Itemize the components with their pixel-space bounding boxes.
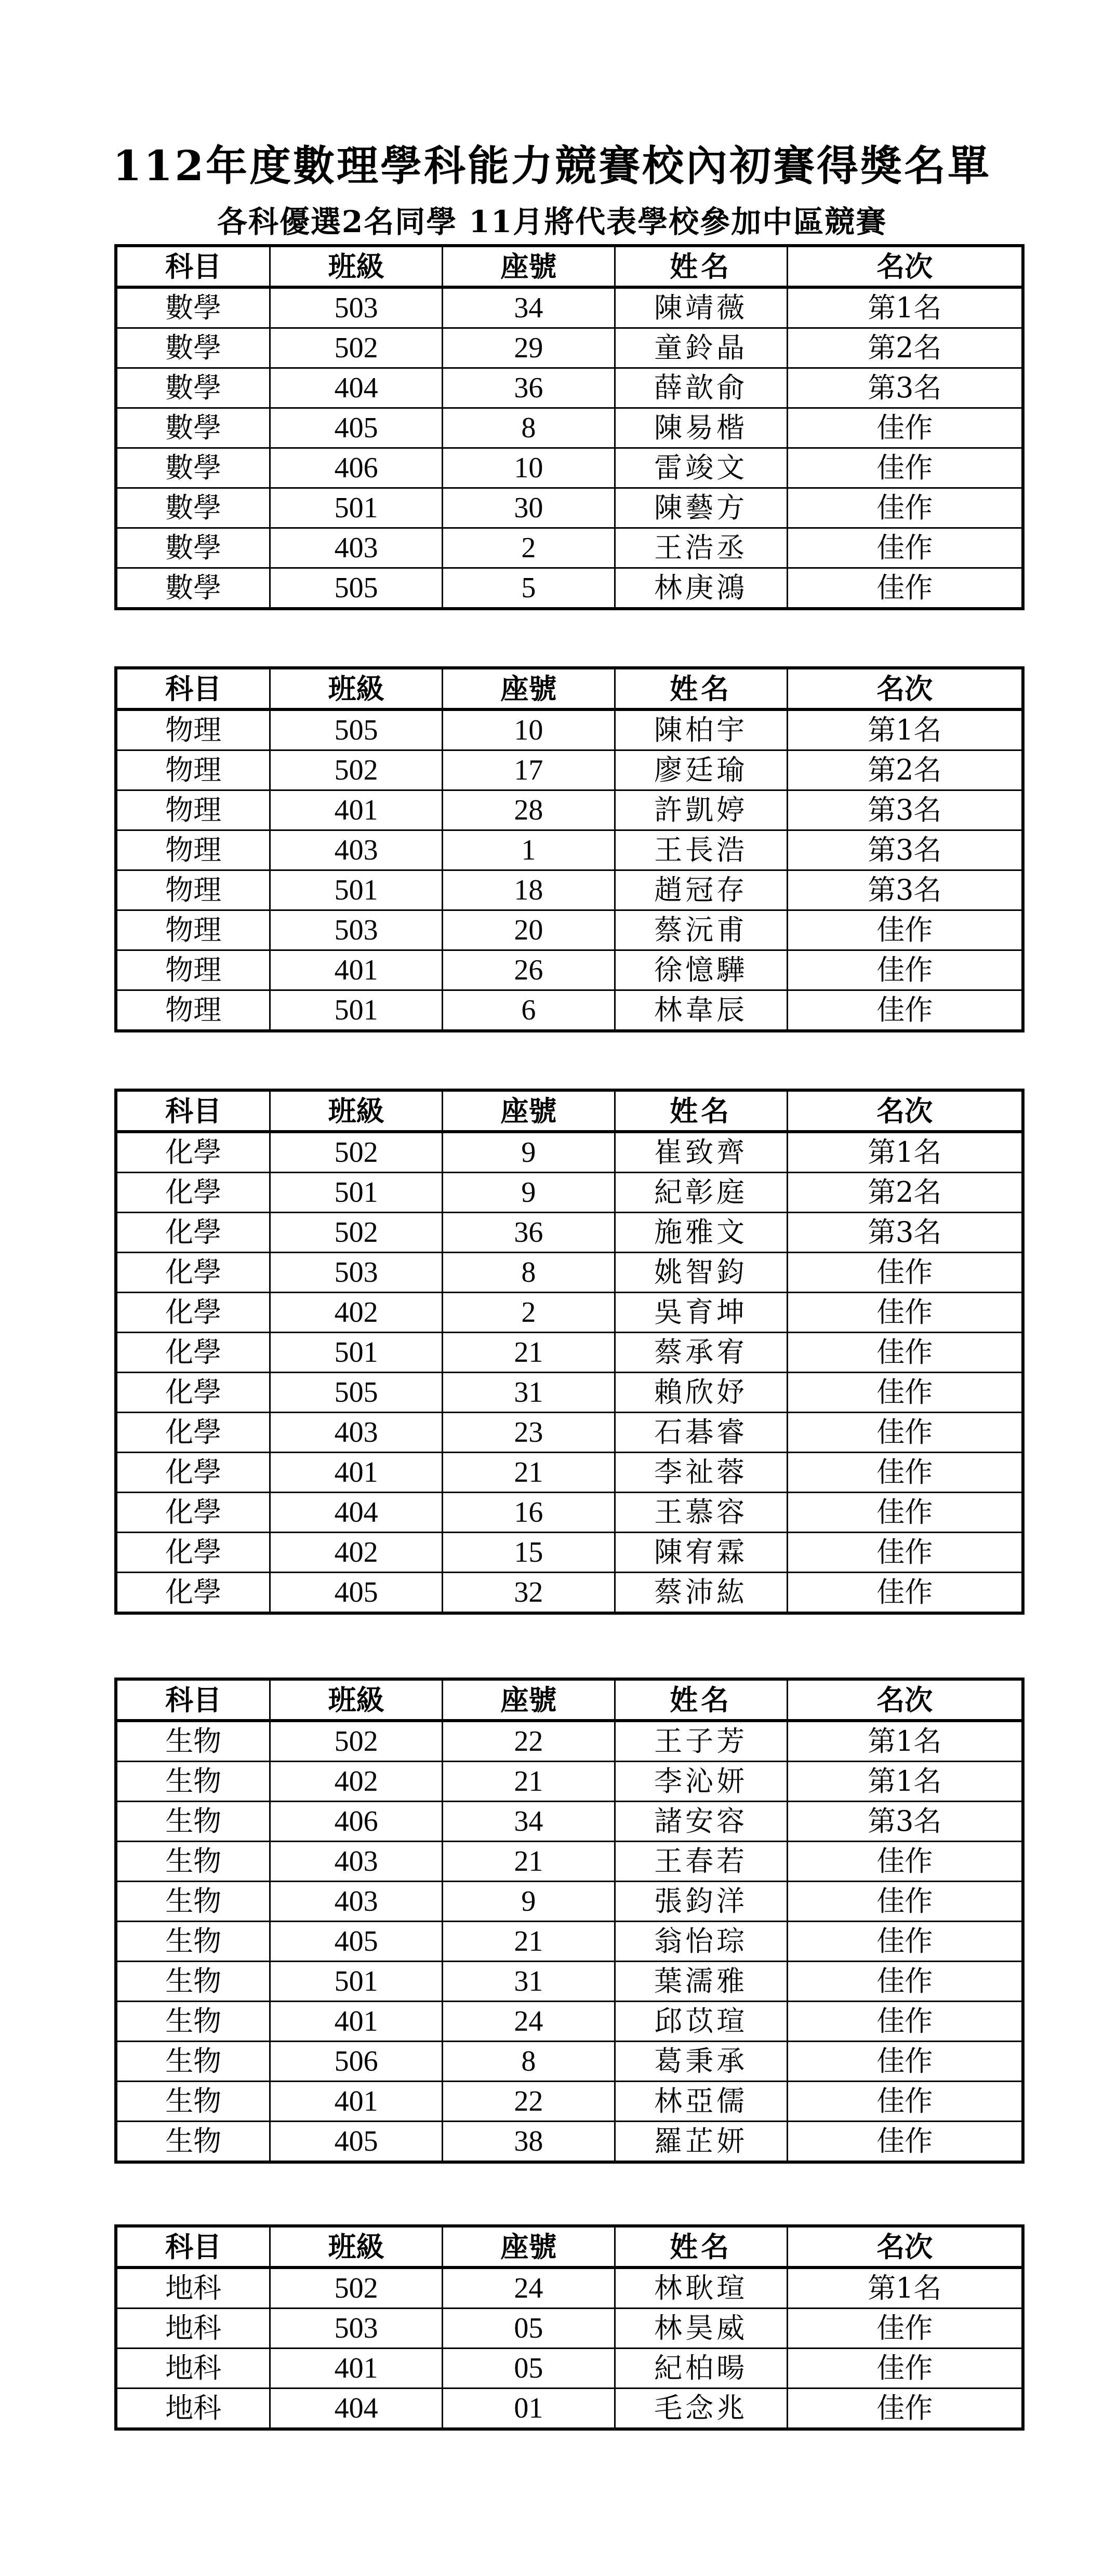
cell-name: 賴欣妤 [615, 1373, 787, 1413]
cell-class: 402 [270, 1762, 443, 1802]
cell-name: 王春若 [615, 1842, 787, 1882]
table-row [116, 830, 1023, 870]
cell-rank: 佳作 [787, 488, 1023, 528]
cell-subject: 生物 [116, 2122, 270, 2163]
cell-subject: 生物 [116, 2082, 270, 2122]
column-header-class: 班級 [270, 1090, 443, 1132]
table-row [116, 448, 1023, 488]
table-row [116, 1493, 1023, 1533]
cell-name: 蔡沅甫 [615, 910, 787, 950]
cell-class: 402 [270, 1533, 443, 1573]
cell-subject: 物理 [116, 830, 270, 870]
cell-rank: 佳作 [787, 2309, 1023, 2349]
column-header-seat: 座號 [443, 2226, 615, 2268]
cell-name: 陳宥霖 [615, 1533, 787, 1573]
table-row [116, 1762, 1023, 1802]
table-row [116, 408, 1023, 448]
award-table [114, 1678, 1025, 2164]
cell-class: 503 [270, 1253, 443, 1293]
cell-name: 吳育坤 [615, 1293, 787, 1333]
cell-rank: 第2名 [787, 328, 1023, 368]
cell-seat: 8 [443, 408, 615, 448]
cell-rank: 佳作 [787, 408, 1023, 448]
column-header-subject: 科目 [116, 2226, 270, 2268]
column-header-class: 班級 [270, 668, 443, 709]
cell-subject: 地科 [116, 2309, 270, 2349]
column-header-class: 班級 [270, 246, 443, 287]
cell-rank: 第2名 [787, 1173, 1023, 1213]
table-row [116, 1962, 1023, 2002]
column-header-rank: 名次 [787, 1679, 1023, 1721]
cell-rank: 佳作 [787, 2042, 1023, 2082]
cell-name: 崔致齊 [615, 1132, 787, 1173]
cell-seat: 18 [443, 870, 615, 910]
cell-rank: 佳作 [787, 1842, 1023, 1882]
cell-name: 陳藝方 [615, 488, 787, 528]
cell-class: 401 [270, 2349, 443, 2389]
cell-subject: 地科 [116, 2389, 270, 2430]
cell-rank: 第3名 [787, 1802, 1023, 1842]
table-row [116, 1721, 1023, 1762]
cell-class: 404 [270, 1493, 443, 1533]
cell-rank: 佳作 [787, 1253, 1023, 1293]
cell-subject: 物理 [116, 910, 270, 950]
table-row [116, 488, 1023, 528]
cell-class: 505 [270, 709, 443, 750]
column-header-subject: 科目 [116, 1679, 270, 1721]
table-row [116, 1413, 1023, 1453]
cell-seat: 21 [443, 1453, 615, 1493]
cell-seat: 05 [443, 2309, 615, 2349]
table-row [116, 910, 1023, 950]
table-row [116, 709, 1023, 750]
cell-class: 501 [270, 870, 443, 910]
cell-rank: 佳作 [787, 2389, 1023, 2430]
cell-name: 林耿瑄 [615, 2268, 787, 2309]
cell-name: 陳靖薇 [615, 287, 787, 328]
table-header-row [116, 668, 1023, 709]
cell-class: 503 [270, 2309, 443, 2349]
column-header-seat: 座號 [443, 1090, 615, 1132]
cell-rank: 佳作 [787, 2349, 1023, 2389]
cell-rank: 第2名 [787, 750, 1023, 790]
cell-seat: 10 [443, 448, 615, 488]
cell-rank: 第3名 [787, 790, 1023, 830]
table-row [116, 1882, 1023, 1922]
column-header-name: 姓名 [615, 2226, 787, 2268]
cell-rank: 佳作 [787, 2002, 1023, 2042]
award-table [114, 244, 1025, 610]
cell-class: 505 [270, 568, 443, 609]
cell-subject: 化學 [116, 1573, 270, 1614]
award-table [114, 1089, 1025, 1615]
cell-rank: 第3名 [787, 1213, 1023, 1253]
cell-rank: 第3名 [787, 368, 1023, 408]
cell-seat: 21 [443, 1922, 615, 1962]
cell-class: 503 [270, 910, 443, 950]
column-header-name: 姓名 [615, 1090, 787, 1132]
cell-seat: 21 [443, 1842, 615, 1882]
cell-seat: 16 [443, 1493, 615, 1533]
cell-name: 翁怡琮 [615, 1922, 787, 1962]
cell-rank: 第1名 [787, 2268, 1023, 2309]
cell-rank: 第1名 [787, 1132, 1023, 1173]
page-title: 112年度數理學科能力競賽校內初賽得獎名單 [113, 141, 991, 190]
cell-seat: 31 [443, 1962, 615, 2002]
table-row [116, 990, 1023, 1031]
cell-seat: 1 [443, 830, 615, 870]
cell-subject: 物理 [116, 870, 270, 910]
cell-name: 王慕容 [615, 1493, 787, 1533]
cell-seat: 24 [443, 2268, 615, 2309]
cell-subject: 數學 [116, 368, 270, 408]
cell-rank: 佳作 [787, 2122, 1023, 2163]
cell-seat: 30 [443, 488, 615, 528]
cell-name: 童鈴晶 [615, 328, 787, 368]
cell-class: 501 [270, 1333, 443, 1373]
cell-rank: 佳作 [787, 1573, 1023, 1614]
table-row [116, 1373, 1023, 1413]
cell-seat: 6 [443, 990, 615, 1031]
cell-subject: 化學 [116, 1132, 270, 1173]
cell-subject: 化學 [116, 1173, 270, 1213]
cell-class: 505 [270, 1373, 443, 1413]
award-table [114, 2224, 1025, 2431]
table-row [116, 1213, 1023, 1253]
cell-subject: 生物 [116, 1721, 270, 1762]
cell-rank: 佳作 [787, 1413, 1023, 1453]
cell-class: 405 [270, 2122, 443, 2163]
column-header-subject: 科目 [116, 1090, 270, 1132]
cell-name: 諸安容 [615, 1802, 787, 1842]
cell-class: 501 [270, 488, 443, 528]
cell-seat: 9 [443, 1132, 615, 1173]
cell-subject: 數學 [116, 488, 270, 528]
cell-rank: 佳作 [787, 1293, 1023, 1333]
cell-name: 林亞儒 [615, 2082, 787, 2122]
column-header-subject: 科目 [116, 668, 270, 709]
column-header-seat: 座號 [443, 668, 615, 709]
table-row [116, 2042, 1023, 2082]
cell-rank: 第1名 [787, 1721, 1023, 1762]
cell-subject: 數學 [116, 328, 270, 368]
table-header-row [116, 2226, 1023, 2268]
cell-seat: 01 [443, 2389, 615, 2430]
cell-name: 毛念兆 [615, 2389, 787, 2430]
cell-rank: 佳作 [787, 1882, 1023, 1922]
cell-seat: 26 [443, 950, 615, 990]
column-header-seat: 座號 [443, 1679, 615, 1721]
table-row [116, 287, 1023, 328]
cell-rank: 佳作 [787, 910, 1023, 950]
cell-rank: 佳作 [787, 1453, 1023, 1493]
cell-subject: 化學 [116, 1293, 270, 1333]
cell-subject: 生物 [116, 1762, 270, 1802]
cell-name: 王長浩 [615, 830, 787, 870]
cell-subject: 生物 [116, 2042, 270, 2082]
cell-rank: 佳作 [787, 1373, 1023, 1413]
table-row [116, 1132, 1023, 1173]
cell-seat: 5 [443, 568, 615, 609]
cell-rank: 佳作 [787, 2082, 1023, 2122]
cell-class: 403 [270, 1413, 443, 1453]
cell-name: 蔡承宥 [615, 1333, 787, 1373]
cell-class: 401 [270, 2002, 443, 2042]
cell-class: 502 [270, 1132, 443, 1173]
cell-seat: 31 [443, 1373, 615, 1413]
cell-seat: 21 [443, 1333, 615, 1373]
cell-name: 雷竣文 [615, 448, 787, 488]
cell-name: 姚智鈞 [615, 1253, 787, 1293]
cell-subject: 化學 [116, 1413, 270, 1453]
cell-rank: 佳作 [787, 568, 1023, 609]
cell-rank: 第1名 [787, 287, 1023, 328]
cell-subject: 化學 [116, 1213, 270, 1253]
cell-class: 502 [270, 1213, 443, 1253]
award-table [114, 666, 1025, 1032]
cell-name: 陳柏宇 [615, 709, 787, 750]
cell-subject: 地科 [116, 2268, 270, 2309]
cell-seat: 22 [443, 2082, 615, 2122]
cell-subject: 數學 [116, 528, 270, 568]
cell-class: 502 [270, 750, 443, 790]
column-header-rank: 名次 [787, 2226, 1023, 2268]
cell-subject: 化學 [116, 1493, 270, 1533]
table-row [116, 2268, 1023, 2309]
cell-class: 506 [270, 2042, 443, 2082]
cell-subject: 物理 [116, 990, 270, 1031]
cell-name: 林昊威 [615, 2309, 787, 2349]
cell-name: 薛歆俞 [615, 368, 787, 408]
cell-subject: 化學 [116, 1453, 270, 1493]
column-header-name: 姓名 [615, 1679, 787, 1721]
table-row [116, 1333, 1023, 1373]
table-row [116, 2002, 1023, 2042]
column-header-class: 班級 [270, 1679, 443, 1721]
cell-name: 葉濡雅 [615, 1962, 787, 2002]
cell-name: 王浩丞 [615, 528, 787, 568]
cell-name: 許凱婷 [615, 790, 787, 830]
table-row [116, 1253, 1023, 1293]
cell-name: 陳易楷 [615, 408, 787, 448]
cell-rank: 佳作 [787, 448, 1023, 488]
cell-class: 403 [270, 830, 443, 870]
cell-name: 趙冠存 [615, 870, 787, 910]
cell-seat: 29 [443, 328, 615, 368]
cell-subject: 數學 [116, 287, 270, 328]
cell-class: 404 [270, 368, 443, 408]
cell-rank: 第3名 [787, 830, 1023, 870]
cell-name: 林庚鴻 [615, 568, 787, 609]
cell-seat: 22 [443, 1721, 615, 1762]
cell-class: 406 [270, 448, 443, 488]
cell-subject: 數學 [116, 408, 270, 448]
cell-seat: 34 [443, 287, 615, 328]
cell-seat: 36 [443, 1213, 615, 1253]
column-header-name: 姓名 [615, 668, 787, 709]
cell-subject: 生物 [116, 1922, 270, 1962]
cell-seat: 05 [443, 2349, 615, 2389]
cell-class: 502 [270, 2268, 443, 2309]
cell-seat: 34 [443, 1802, 615, 1842]
cell-class: 403 [270, 1882, 443, 1922]
table-header-row [116, 246, 1023, 287]
cell-name: 紀柏暘 [615, 2349, 787, 2389]
cell-rank: 佳作 [787, 1922, 1023, 1962]
table-header-row [116, 1679, 1023, 1721]
cell-class: 401 [270, 950, 443, 990]
column-header-rank: 名次 [787, 246, 1023, 287]
cell-seat: 32 [443, 1573, 615, 1614]
cell-seat: 28 [443, 790, 615, 830]
table-row [116, 1533, 1023, 1573]
cell-subject: 化學 [116, 1533, 270, 1573]
cell-name: 張鈞洋 [615, 1882, 787, 1922]
column-header-name: 姓名 [615, 246, 787, 287]
cell-rank: 佳作 [787, 1533, 1023, 1573]
cell-seat: 8 [443, 1253, 615, 1293]
cell-name: 李祉蓉 [615, 1453, 787, 1493]
column-header-subject: 科目 [116, 246, 270, 287]
table-row [116, 1922, 1023, 1962]
cell-class: 403 [270, 528, 443, 568]
cell-rank: 第1名 [787, 709, 1023, 750]
cell-subject: 生物 [116, 1882, 270, 1922]
cell-class: 501 [270, 1962, 443, 2002]
cell-class: 403 [270, 1842, 443, 1882]
cell-subject: 生物 [116, 2002, 270, 2042]
cell-rank: 佳作 [787, 528, 1023, 568]
cell-subject: 化學 [116, 1373, 270, 1413]
cell-seat: 10 [443, 709, 615, 750]
cell-name: 王子芳 [615, 1721, 787, 1762]
cell-class: 401 [270, 790, 443, 830]
cell-name: 李沁妍 [615, 1762, 787, 1802]
table-row [116, 2309, 1023, 2349]
table-row [116, 1293, 1023, 1333]
cell-subject: 物理 [116, 709, 270, 750]
cell-rank: 第3名 [787, 870, 1023, 910]
table-row [116, 1453, 1023, 1493]
cell-seat: 2 [443, 1293, 615, 1333]
cell-subject: 物理 [116, 950, 270, 990]
table-row [116, 568, 1023, 609]
cell-subject: 數學 [116, 448, 270, 488]
table-row [116, 1802, 1023, 1842]
column-header-rank: 名次 [787, 1090, 1023, 1132]
cell-name: 林韋辰 [615, 990, 787, 1031]
table-row [116, 528, 1023, 568]
table-row [116, 2122, 1023, 2163]
cell-seat: 9 [443, 1173, 615, 1213]
cell-class: 402 [270, 1293, 443, 1333]
cell-name: 邱苡瑄 [615, 2002, 787, 2042]
table-row [116, 2349, 1023, 2389]
cell-subject: 生物 [116, 1842, 270, 1882]
cell-seat: 38 [443, 2122, 615, 2163]
table-row [116, 950, 1023, 990]
table-row [116, 368, 1023, 408]
cell-class: 404 [270, 2389, 443, 2430]
cell-rank: 第1名 [787, 1762, 1023, 1802]
cell-name: 廖廷瑜 [615, 750, 787, 790]
table-row [116, 1573, 1023, 1614]
table-row [116, 1173, 1023, 1213]
cell-class: 401 [270, 2082, 443, 2122]
cell-class: 405 [270, 1922, 443, 1962]
page-subtitle: 各科優選2名同學 11月將代表學校參加中區競賽 [217, 204, 887, 239]
table-row [116, 870, 1023, 910]
table-row [116, 328, 1023, 368]
cell-name: 紀彰庭 [615, 1173, 787, 1213]
table-row [116, 790, 1023, 830]
cell-name: 施雅文 [615, 1213, 787, 1253]
cell-class: 405 [270, 1573, 443, 1614]
cell-seat: 8 [443, 2042, 615, 2082]
cell-name: 徐憶驊 [615, 950, 787, 990]
cell-class: 501 [270, 1173, 443, 1213]
cell-seat: 15 [443, 1533, 615, 1573]
table-row [116, 750, 1023, 790]
cell-class: 503 [270, 287, 443, 328]
cell-rank: 佳作 [787, 950, 1023, 990]
cell-name: 葛秉承 [615, 2042, 787, 2082]
cell-seat: 21 [443, 1762, 615, 1802]
cell-seat: 17 [443, 750, 615, 790]
table-row [116, 2389, 1023, 2430]
table-header-row [116, 1090, 1023, 1132]
column-header-class: 班級 [270, 2226, 443, 2268]
column-header-seat: 座號 [443, 246, 615, 287]
cell-subject: 地科 [116, 2349, 270, 2389]
cell-subject: 數學 [116, 568, 270, 609]
cell-class: 401 [270, 1453, 443, 1493]
cell-subject: 物理 [116, 750, 270, 790]
cell-rank: 佳作 [787, 1333, 1023, 1373]
cell-rank: 佳作 [787, 1962, 1023, 2002]
cell-rank: 佳作 [787, 1493, 1023, 1533]
cell-seat: 20 [443, 910, 615, 950]
table-row [116, 1842, 1023, 1882]
cell-name: 蔡沛紘 [615, 1573, 787, 1614]
cell-subject: 化學 [116, 1253, 270, 1293]
cell-subject: 生物 [116, 1962, 270, 2002]
cell-seat: 36 [443, 368, 615, 408]
cell-rank: 佳作 [787, 990, 1023, 1031]
cell-class: 501 [270, 990, 443, 1031]
cell-name: 石碁睿 [615, 1413, 787, 1453]
cell-seat: 9 [443, 1882, 615, 1922]
cell-class: 502 [270, 328, 443, 368]
cell-name: 羅芷妍 [615, 2122, 787, 2163]
cell-seat: 2 [443, 528, 615, 568]
cell-class: 502 [270, 1721, 443, 1762]
cell-class: 405 [270, 408, 443, 448]
cell-class: 406 [270, 1802, 443, 1842]
cell-subject: 化學 [116, 1333, 270, 1373]
cell-subject: 生物 [116, 1802, 270, 1842]
cell-seat: 23 [443, 1413, 615, 1453]
cell-seat: 24 [443, 2002, 615, 2042]
column-header-rank: 名次 [787, 668, 1023, 709]
cell-subject: 物理 [116, 790, 270, 830]
table-row [116, 2082, 1023, 2122]
